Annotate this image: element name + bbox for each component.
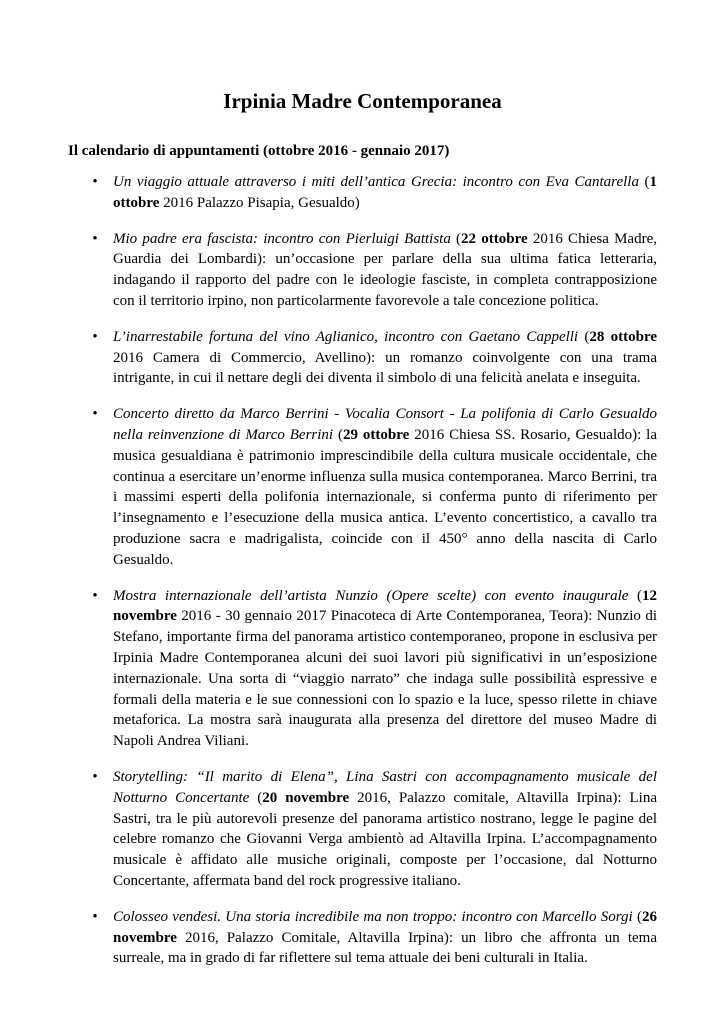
event-open-paren: (: [632, 908, 642, 925]
event-date: 20 novembre: [262, 789, 350, 806]
calendar-subtitle: Il calendario di appuntamenti (ottobre 2016 - gennaio 2017): [68, 143, 450, 159]
event-open-paren: (: [249, 789, 263, 806]
event-title: Colosseo vendesi. Una storia incredibile ma non troppo: incontro con Marcello Sorgi: [113, 908, 633, 925]
event-description: 2016 Camera di Commercio, Avellino): un romanzo coinvolgente con una trama intrigante, in cui il nettare degli dei diventa il simbolo di una felicità anelata e inseguita.: [113, 349, 657, 387]
event-date: 12 novembre: [113, 587, 657, 625]
event-title: Mostra internazionale dell’artista Nunzio (Opere scelte) con evento inaugurale: [113, 587, 629, 604]
event-date: 29 ottobre: [343, 426, 410, 443]
bullet-icon: •: [92, 908, 98, 925]
event-open-paren: (: [638, 174, 650, 190]
event-description: 2016 Chiesa SS. Rosario, Gesualdo): la musica gesualdiana è patrimonio imprescindibile della cultura musicale occidentale, che continua a esercitare un’enorme influenza sulla musica contemporanea. Marco Berrini, tra i massimi esperti della polifonia internazionale, si conferma punto di riferimento per l’insegnamento e l’esecuzione della musica antica. L’evento concertistico, a cavallo tra produzione sacra e madrigalista, coincide con il 450° anno della nascita di Carlo Gesualdo.: [113, 426, 657, 568]
event-title: Storytelling: “Il marito di Elena”, Lina Sastri con accompagnamento musicale del Notturno Concertante: [113, 768, 657, 806]
page-title: Irpinia Madre Contemporanea: [223, 89, 502, 113]
event-date: 1 ottobre: [113, 174, 657, 211]
event-description: 2016, Palazzo comitale, Altavilla Irpina): Lina Sastri, tra le più autorevoli presenze del panorama artistico nostrano, legge le pagine del celebre romanzo che Giovanni Verga ambientò ad Altavilla Irpina. L’accompagnamento musicale è affidato alle musiche originali, composte per l’occasione, dal Notturno Concertante, affermata band del rock progressive italiano.: [113, 789, 657, 889]
event-open-paren: (: [578, 328, 590, 345]
event-item: [0, 404, 725, 570]
event-open-paren: (: [628, 587, 642, 604]
bullet-icon: •: [92, 406, 98, 423]
event-title: Mio padre era fascista: incontro con Pierluigi Battista: [113, 230, 451, 247]
event-description: 2016, Palazzo Comitale, Altavilla Irpina): un libro che affronta un tema surreale, ma in grado di far riflettere sul tema attuale dei beni culturali in Italia.: [113, 929, 657, 967]
event-date: 28 ottobre: [589, 328, 657, 345]
event-item: [0, 767, 725, 892]
event-item: [0, 907, 725, 969]
bullet-icon: •: [92, 174, 98, 190]
event-list: [0, 172, 725, 984]
event-description: 2016 Chiesa Madre, Guardia dei Lombardi): un’occasione per parlare della sua ultima fatica letteraria, indagando il rapporto del padre con le ideologie fasciste, in completa contrapposizione con il territorio irpino, non particolarmente favorevole a tale concezione politica.: [113, 230, 657, 309]
event-open-paren: (: [333, 426, 344, 443]
event-title: Un viaggio attuale attraverso i miti dell’antica Grecia: incontro con Eva Cantarella: [113, 174, 639, 190]
bullet-icon: •: [92, 230, 98, 247]
event-item: [0, 172, 725, 214]
event-description: 2016 - 30 gennaio 2017 Pinacoteca di Arte Contemporanea, Teora): Nunzio di Stefano, importante firma del panorama artistico contemporaneo, propone in esclusiva per Irpinia Madre Contemporanea alcuni dei suoi lavori più significativi in un’esposizione internazionale. Una sorta di “viaggio narrato” che indaga sulle possibilità espressive e formali della materia e le sue connessioni con lo spazio e la luce, spesso rilette in chiave metaforica. La mostra sarà inaugurata alla presenza del direttore del museo Madre di Napoli Andrea Viliani.: [113, 608, 657, 750]
bullet-icon: •: [92, 768, 98, 785]
event-title: L’inarrestabile fortuna del vino Aglianico, incontro con Gaetano Cappelli: [113, 328, 579, 345]
event-description: 2016 Palazzo Pisapia, Gesualdo): [159, 194, 360, 211]
event-item: [0, 229, 725, 312]
event-title: Concerto diretto da Marco Berrini - Vocalia Consort - La polifonia di Carlo Gesualdo nella reinvenzione di Marco Berrini: [113, 406, 657, 443]
bullet-icon: •: [92, 587, 98, 604]
event-item: [0, 586, 725, 752]
event-date: 26 novembre: [113, 908, 657, 946]
event-item: [0, 327, 725, 389]
bullet-icon: •: [92, 328, 98, 345]
event-date: 22 ottobre: [461, 230, 528, 247]
event-open-paren: (: [450, 230, 462, 247]
